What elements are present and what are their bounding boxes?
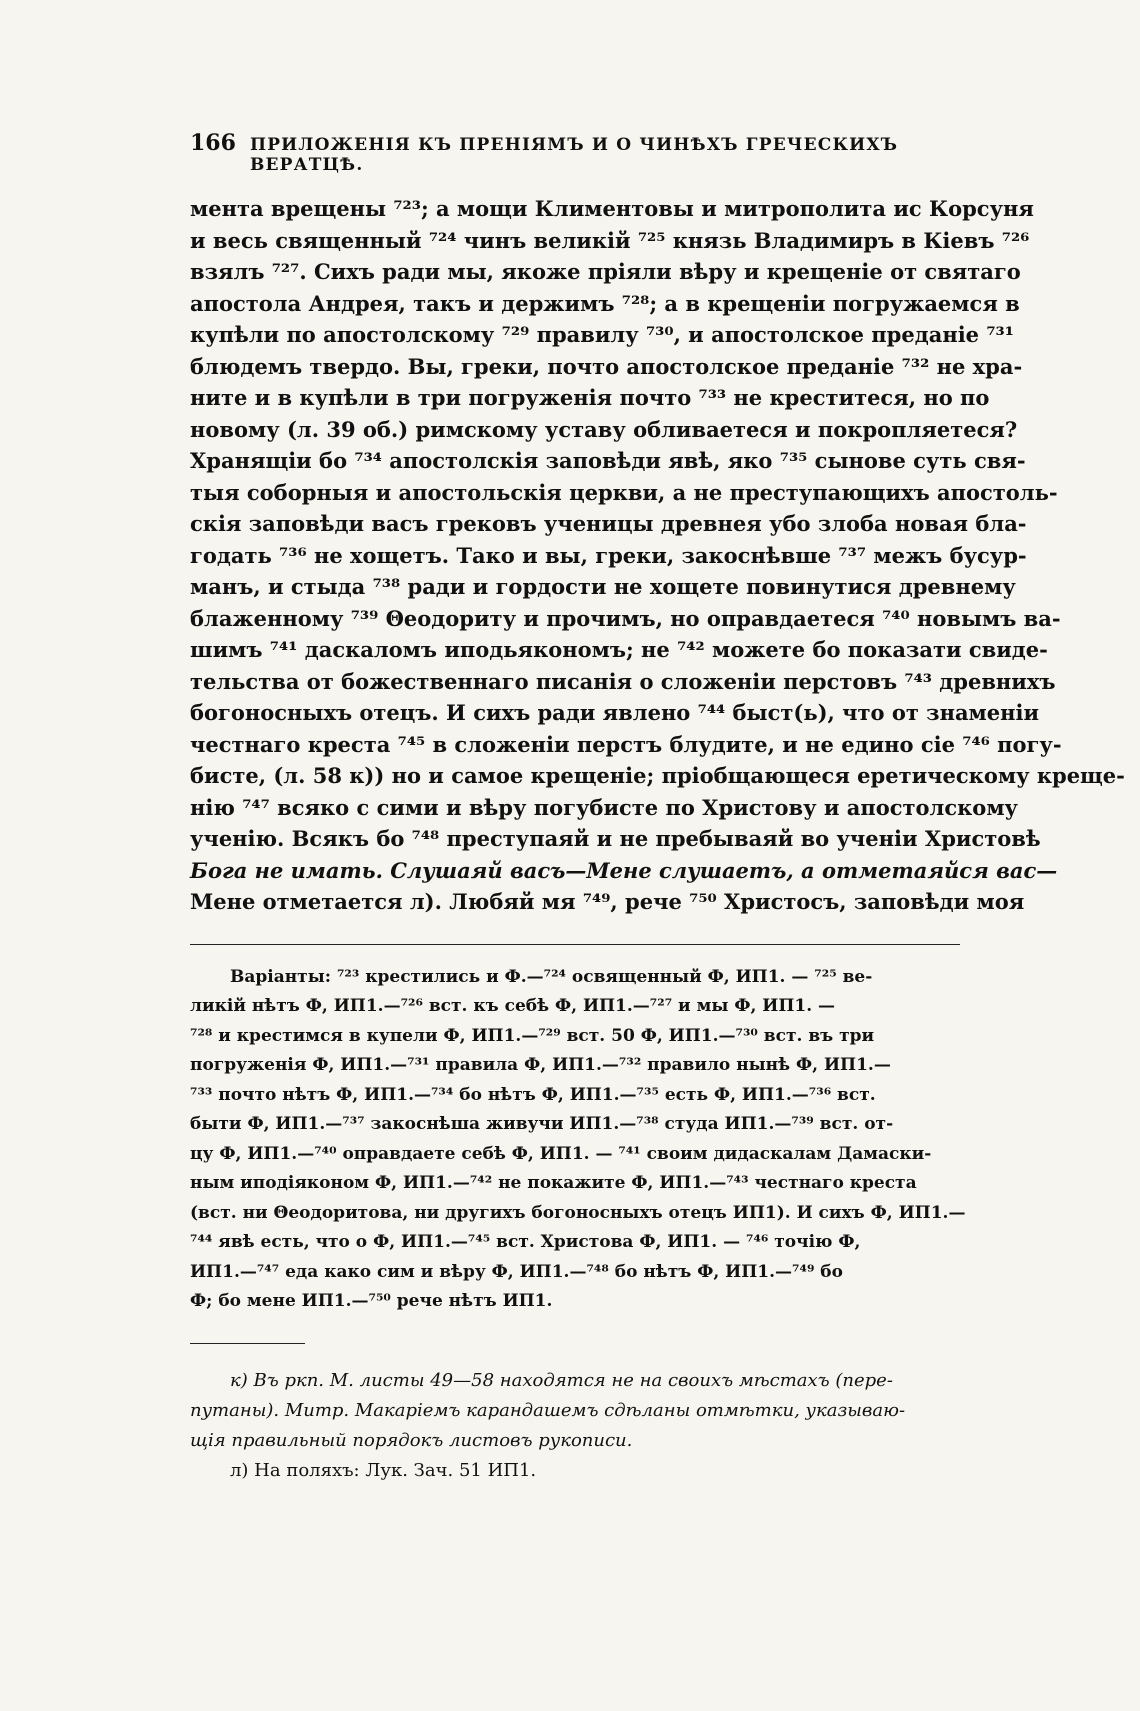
text-line: шимъ ⁷⁴¹ даскаломъ иподьякономъ; не ⁷⁴² можете бо показати свиде- [190,637,1048,662]
variant-line: ⁷⁴⁴ явѣ есть, что о Ф, ИП1.—⁷⁴⁵ вст. Христова Ф, ИП1. — ⁷⁴⁶ точію Ф, [190,1232,861,1252]
text-line: новому (л. 39 об.) римскому уставу обливаетеся и покропляетеся? [190,416,1018,442]
main-text [190,193,1125,918]
text-line: богоносныхъ отецъ. И сихъ ради явлено ⁷⁴⁴ быст(ь), что от знаменіи [190,700,1040,725]
note-line: л) На поляхъ: Лук. Зач. 51 ИП1. [230,1459,537,1481]
variant-line: ⁷²⁸ и крестимся в купели Ф, ИП1.—⁷²⁹ вст. 50 Ф, ИП1.—⁷³⁰ вст. въ три [190,1025,875,1046]
variant-line: Ф; бо мене ИП1.—⁷⁵⁰ рече нѣтъ ИП1. [190,1291,553,1311]
footnote-divider [190,944,960,945]
notes-divider [190,1343,305,1344]
text-line: ните и в купѣли в три погруженія почто ⁷³³ не креститеся, но по [190,385,990,410]
text-line: тыя соборныя и апостольскія церкви, а не преступающихъ апостоль- [190,479,1058,505]
editorial-notes [190,1366,960,1486]
text-line: нію ⁷⁴⁷ всяко с сими и вѣру погубисте по Христову и апостолскому [190,794,1019,820]
variant-line: ликій нѣтъ Ф, ИП1.—⁷²⁶ вст. къ себѣ Ф, ИП1.—⁷²⁷ и мы Ф, ИП1. — [190,996,836,1016]
variant-line: Варіанты: ⁷²³ крестились и Ф.—⁷²⁴ освященный Ф, ИП1. — ⁷²⁵ ве- [230,966,873,987]
note-line: путаны). Митр. Макаріемъ карандашемъ сдѣланы отмѣтки, указываю- [190,1399,906,1421]
text-line: купѣли по апостолскому ⁷²⁹ правилу ⁷³⁰, и апостолское преданіе ⁷³¹ [190,322,1014,347]
variant-line: ⁷³³ почто нѣтъ Ф, ИП1.—⁷³⁴ бо нѣтъ Ф, ИП1.—⁷³⁵ есть Ф, ИП1.—⁷³⁶ вст. [190,1084,876,1105]
page-number: 166 [190,130,236,156]
variants-apparatus [190,963,966,1317]
variant-line: ИП1.—⁷⁴⁷ еда како сим и вѣру Ф, ИП1.—⁷⁴⁸ бо нѣтъ Ф, ИП1.—⁷⁴⁹ бо [190,1261,843,1282]
text-line: ученію. Всякъ бо ⁷⁴⁸ преступаяй и не пребываяй во ученіи Христовѣ [190,826,1041,851]
text-line: блаженному ⁷³⁹ Θеодориту и прочимъ, но оправдаетеся ⁷⁴⁰ новымъ ва- [190,605,1061,631]
text-line: блюдемъ твердо. Вы, греки, почто апостолское преданіе ⁷³² не хра- [190,353,1023,379]
variant-line: погруженія Ф, ИП1.—⁷³¹ правила Ф, ИП1.—⁷³² правило нынѣ Ф, ИП1.— [190,1055,891,1075]
text-line: мента врещены ⁷²³; а мощи Климентовы и митрополита ис Корсуня [190,196,1034,221]
variant-line: быти Ф, ИП1.—⁷³⁷ закоснѣша живучи ИП1.—⁷³⁸ студа ИП1.—⁷³⁹ вст. от- [190,1114,894,1134]
text-line: тельства от божественнаго писанія о сложеніи перстовъ ⁷⁴³ древнихъ [190,668,1056,694]
text-line: Хранящіи бо ⁷³⁴ апостолскія заповѣди явѣ, яко ⁷³⁵ сынове суть свя- [190,448,1026,473]
text-line: Мене отметается л). Любяй мя ⁷⁴⁹, рече ⁷⁵⁰ Христосъ, заповѣди моя [190,889,1025,914]
text-line: апостола Андрея, такъ и держимъ ⁷²⁸; а в крещеніи погружаемся в [190,290,1020,316]
variant-line: ным иподіяконом Ф, ИП1.—⁷⁴² не покажите Ф, ИП1.—⁷⁴³ честнаго креста [190,1173,917,1193]
text-line: взялъ ⁷²⁷. Сихъ ради мы, якоже пріяли вѣру и крещеніе от святаго [190,259,1021,284]
text-line: манъ, и стыда ⁷³⁸ ради и гордости не хощете повинутися древнему [190,574,1016,599]
text-line: честнаго креста ⁷⁴⁵ в сложеніи перстъ блудите, и не едино сіе ⁷⁴⁶ погу- [190,731,1062,757]
variant-line: (вст. ни Θеодоритова, ни другихъ богоносныхъ отецъ ИП1). И сихъ Ф, ИП1.— [190,1202,966,1223]
text-line: Бога не имать. Слушаяй васъ—Мене слушаетъ, а отметаяйся вас— [190,857,1058,883]
text-line: бисте, (л. 58 к)) но и самое крещеніе; пріобщающеся еретическому креще- [190,763,1125,788]
running-title: ПРИЛОЖЕНІЯ КЪ ПРЕНІЯМЪ И О ЧИНѢХЪ ГРЕЧЕСКИХЪ ВЕРАТЦѢ. [249,135,899,175]
running-header [190,130,960,175]
note-line: щія правильный порядокъ листовъ рукописи. [190,1429,633,1451]
text-line: годать ⁷³⁶ не хощетъ. Тако и вы, греки, закоснѣвше ⁷³⁷ межъ бусур- [190,542,1027,568]
note-line: к) Въ ркп. М. листы 49—58 находятся не на своихъ мѣстахъ (пере- [230,1369,893,1391]
variant-line: цу Ф, ИП1.—⁷⁴⁰ оправдаете себѣ Ф, ИП1. — ⁷⁴¹ своим дидаскалам Дамаски- [190,1143,932,1164]
text-line: и весь священный ⁷²⁴ чинъ великій ⁷²⁵ князь Владимиръ в Кіевъ ⁷²⁶ [190,227,1030,253]
text-line: скія заповѣди васъ грековъ ученицы древнея убо злоба новая бла- [190,511,1027,536]
page [190,130,1125,1486]
